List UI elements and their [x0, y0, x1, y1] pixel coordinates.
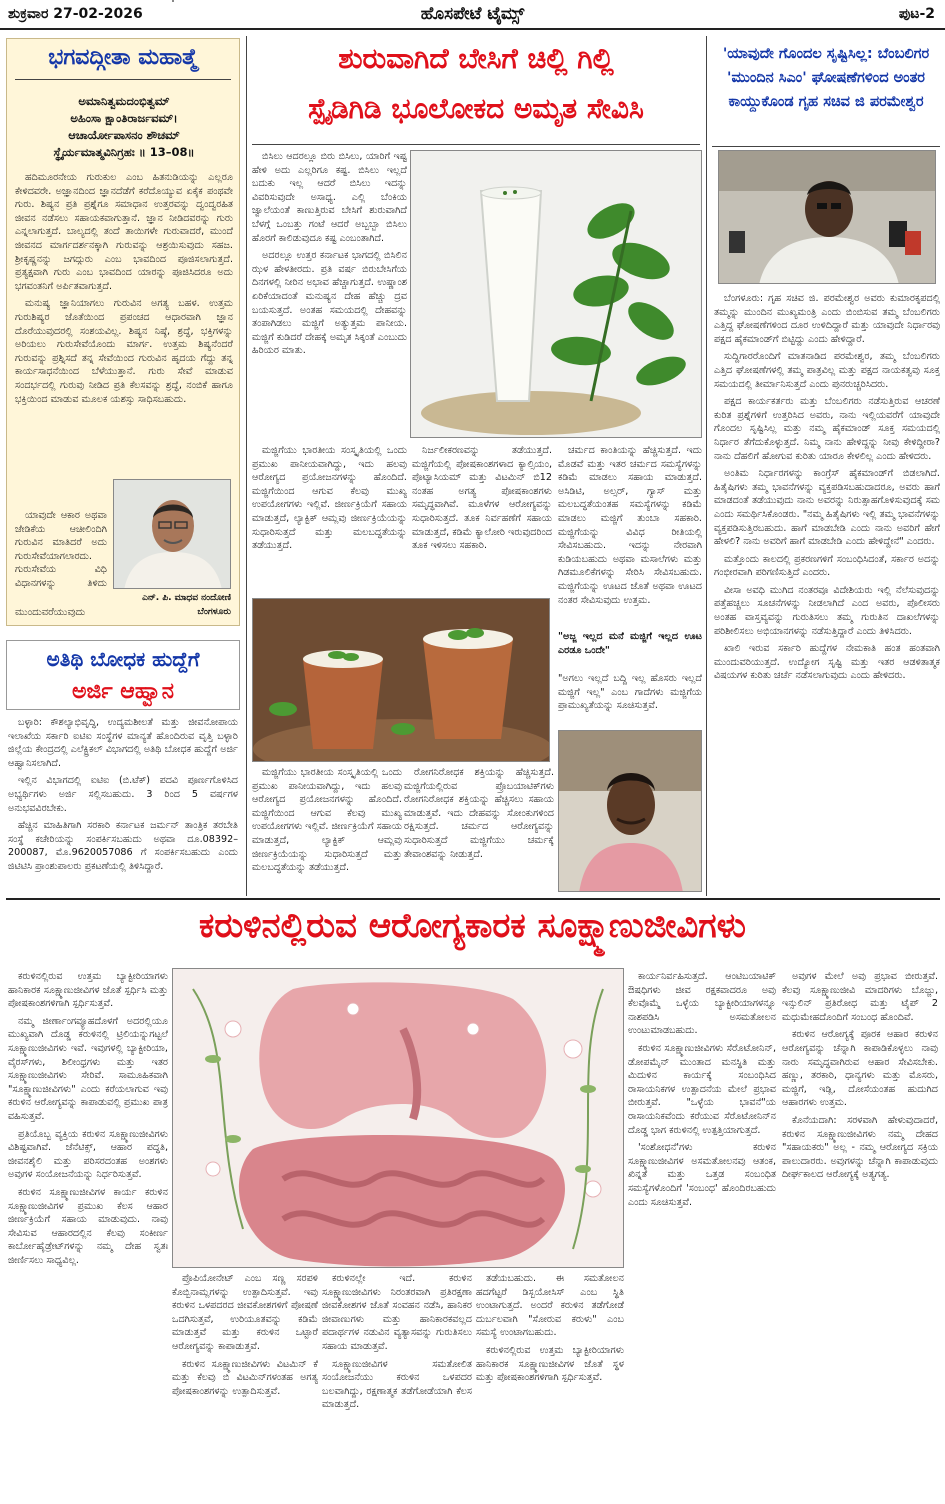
paragraph: ಚರ್ಮದ ಕಾಂತಿಯನ್ನು ಹೆಚ್ಚಿಸುತ್ತದೆ. ಇದು ಮೊಡವೆ ಮತ್ತು ಇತರ ಚರ್ಮದ ಸಮಸ್ಯೆಗಳನ್ನು ಕಡಿಮೆ ಮಾಡಲು ಸಹಾಯ ಮಾಡುತ್ತದೆ. ಅಸಿಡಿಟಿ, ಅಲ್ಸರ್, ಗ್ಯಾಸ್ ಮತ್ತು ಮಲಬದ್ಧತೆಯಂತಹ ಸಮಸ್ಯೆಗಳನ್ನು ಕಡಿಮೆ ಮಾಡಲು ಮಜ್ಜಿಗೆ ತುಂಬಾ ಸಹಕಾರಿ. ಮಜ್ಜಿಗೆಯನ್ನು ವಿವಿಧ ರೀತಿಯಲ್ಲಿ ಸೇವಿಸಬಹುದು. ಇದನ್ನು ನೇರವಾಗಿ ಕುಡಿಯಬಹುದು ಅಥವಾ ಮಸಾಲೆಗಳು ಮತ್ತು ಗಿಡಮೂಲಿಕೆಗಳನ್ನು ಸೇರಿಸಿ ಸೇವಿಸಬಹುದು. ಮಜ್ಜಿಗೆಯನ್ನು ಊಟದ ಜೊತೆ ಅಥವಾ ಊಟದ ನಂತರ ಸೇವಿಸುವುದು ಉತ್ತಮ.: [558, 445, 702, 606]
paragraph: ಬಿಸಿಲು ಆದರಲ್ಲೂ ಬಿರು ಬಿಸಿಲು, ಯಾರಿಗೆ ಇಷ್ಟ ಹೇಳಿ ಅದು ಎಲ್ಲರಿಗೂ ಕಷ್ಟ. ಬಿಸಿಲು ಇಲ್ಲದೆ ಬದುಕು ಇಲ್ಲ ಆದರೆ ಬಿಸಿಲು ಇದನ್ನು ವಿವರಿಸುವುದೇ ಅಸಾಧ್ಯ. ಎಲ್ಲಿ ಬೆಂಕಿಯ ಜ್ವಾಲೆಯಂತೆ ಕಾಣುತ್ತಿರುವ ಬೇಸಿಗೆ ಶುರುವಾಗಿದೆ ಬೆಳಗ್ಗೆ ಒಂಬತ್ತು ಗಂಟೆ ಆದರೆ ಅಬ್ಬಬ್ಬಾ ಬಿಸಿಲು ಹೊರಗೆ ಕಾಲಿಡುವುದೂ ಕಷ್ಟ ಎಂಬಂತಾಗಿದೆ.: [252, 151, 407, 244]
guest-heading-box: [6, 640, 240, 710]
paragraph: ಇಲ್ಲಿನ ವಿಭಾಗದಲ್ಲಿ ಐಟಿಐ (ಬಿ.ಟೆಕ್) ಪದವಿ ಪೂರ್ಣಗೊಳಿಸಿದ ಅಭ್ಯರ್ಥಿಗಳು ಅರ್ಜಿ ಸಲ್ಲಿಸಬಹುದು. 3 ರಿಂದ 5 ವರ್ಷಗಳ ಅನುಭವವಿರಬೇಕು.: [8, 775, 238, 814]
gita-shloka: [11, 93, 237, 161]
paragraph: ಕರುಳಿನ ಆರೋಗ್ಯಕ್ಕೆ ಪೂರಕ ಆಹಾರ ಕರುಳಿನ ಆರೋಗ್ಯವನ್ನು ಚೆನ್ನಾಗಿ ಕಾಪಾಡಿಕೊಳ್ಳಲು ನಾವು ನಾರು ಸಮೃದ್ಧವಾಗಿರುವ ಆಹಾರ ಸೇವಿಸಬೇಕು. ಹಣ್ಣು, ತರಕಾರಿ, ಧಾನ್ಯಗಳು ಮತ್ತು ಮೊಸರು, ಮಜ್ಜಿಗೆ, ಇಡ್ಲಿ, ದೋಸೆಯಂತಹ ಹುದುಗಿದ ಆಹಾರಗಳು ಉತ್ತಮ.: [782, 1029, 938, 1109]
buttermilk-glass-icon: [411, 151, 702, 438]
person-photo: [558, 730, 702, 892]
person-portrait-icon: [559, 731, 702, 892]
gita-box: [6, 38, 240, 626]
shloka-line: ಅಹಿಂಸಾ ಕ್ಷಾಂತಿರಾರ್ಜವಮ್।: [70, 111, 178, 125]
paragraph: ಸೂಕ್ಷ್ಮಾಣುಜೀವಿಗಳ ಸಮತೋಲಿತ ಸಂಯೋಜನೆಯು ಕರುಳಿನ ಒಳಪದರ ಬಲವಾಗಿದ್ದು, ರಕ್ಷಣಾತ್ಮಕ ತಡೆಗೋಡೆಯಾಗಿ ಕೆಲಸ ಮಾಡುತ್ತದೆ.: [322, 1358, 472, 1411]
paragraph: ಯಾವುದೇ ಆಕಾರ ಅಥವಾ ಜೇಡಿಕೆಯ ಆಚೀಲಿಂದಿಗಿ ಗುರುವಿನ ಮಾತಿದರೆ ಅದು ಗುರುಸೇವೆಯಾಗಲಾರದು. ಗುರುಸೇವೆಯ ವಿಧಿ ವಿಧಾನಗಳನ್ನು ತಿಳಿದು: [15, 510, 107, 589]
summer-heading-line1: ಶುರುವಾಗಿದೆ ಬೇಸಿಗೆ ಚಿಲ್ಲಿ ಗಿಲ್ಲಿ: [338, 42, 614, 75]
paragraph: ಬಳ್ಳಾರಿ: ಕೌಶಲ್ಯಾಭಿವೃದ್ಧಿ, ಉದ್ಯಮಶೀಲತೆ ಮತ್ತು ಜೀವನೋಪಾಯ ಇಲಾಖೆಯ ಸರ್ಕಾರಿ ಐಟಿಐ ಸಂಸ್ಥೆಗಳ ಮಾನ್ಯತೆ ಹೊಂದಿರುವ ವೃತ್ತಿ ಬಳ್ಳಾರಿ ಜಿಲ್ಲೆಯ ಕೇಂದ್ರದಲ್ಲಿ ಎಲೆಕ್ಟ್ರಿಕಲ್ ವಿಭಾಗದಲ್ಲಿ ಅತಿಥಿ ಬೋಧಕ ಹುದ್ದೆಗೆ ಅರ್ಜಿ ಆಹ್ವಾನಿಸಲಾಗಿದೆ.: [8, 717, 238, 769]
minister-photo: [718, 150, 936, 284]
divider: [712, 146, 940, 147]
summer-col2-bottom: [404, 766, 554, 892]
clay-cups-icon: [253, 599, 550, 762]
issue-date: ಶುಕ್ರವಾರ 27-02-2026: [8, 6, 143, 22]
paragraph: ಹೆಚ್ಚಿನ ಮಾಹಿತಿಗಾಗಿ ಸರಕಾರಿ ಕರ್ನಾಟಕ ಜರ್ಮನ್ ತಾಂತ್ರಿಕ ತರಬೇತಿ ಸಂಸ್ಥೆ ಕಚೇರಿಯನ್ನು ಸಂಪರ್ಕಿಸಬಹುದು ಅಥವಾ ದೂ.08392–200087, ಮೊ.9620057086 ಗೆ ಸಂಪರ್ಕಿಸಬಹುದು ಎಂದು ಜಿಟಿಟಿಸಿ ಪ್ರಾಂಶುಪಾಲರು ಪ್ರಕಟಣೆಯಲ್ಲಿ ತಿಳಿಸಿದ್ದಾರೆ.: [8, 820, 238, 872]
newspaper-title: ಹೊಸಪೇಟೆ ಟೈಮ್ಸ್: [420, 4, 525, 24]
summer-col2: [412, 444, 552, 594]
minister-body: [714, 292, 940, 896]
paragraph: ಮಜ್ಜಿಗೆಯು ಭಾರತೀಯ ಸಂಸ್ಕೃತಿಯಲ್ಲಿ ಒಂದು ಪ್ರಮುಖ ಪಾನೀಯವಾಗಿದ್ದು, ಇದು ಹಲವು ಆರೋಗ್ಯದ ಪ್ರಯೋಜನಗಳನ್ನು ಹೊಂದಿದೆ. ಮಜ್ಜಿಗೆಯಿಂದ ಆಗುವ ಕೆಲವು ಮುಖ್ಯ ಉಪಯೋಗಗಳು ಇಲ್ಲಿವೆ. ಜೀರ್ಣಕ್ರಿಯೆಗೆ ಸಹಾಯ ಮಾಡುತ್ತದೆ, ಲ್ಯಾಕ್ಟಿಕ್ ಆಮ್ಲವು ಜೀರ್ಣಕ್ರಿಯೆಯನ್ನು ಸುಧಾರಿಸುತ್ತದೆ ಮತ್ತು ಮಲಬದ್ಧತೆಯನ್ನು ತಡೆಯುತ್ತದೆ.: [252, 767, 402, 874]
divider: [252, 144, 700, 145]
paragraph: ಮನುಷ್ಯ ಜ್ಞಾನಿಯಾಗಲು ಗುರುವಿನ ಅಗತ್ಯ ಬಹಳ. ಉತ್ತಮ ಗುರುಶಿಷ್ಯರ ಜೊತೆಯಿಂದ ಪ್ರಪಂಚದ ಆಧಾರವಾಗಿ ಜ್ಞಾನ ದೊರೆಯುವುದರಲ್ಲಿ ಸಂಶಯವಿಲ್ಲ. ಶಿಷ್ಯನ ನಿಷ್ಠೆ, ಶ್ರದ್ಧೆ, ಭಕ್ತಿಗಳನ್ನು ಅರಿಯಲು ಗುರುಸೇವೆಯೊಂದು ಮಾರ್ಗ. ಉತ್ತಮ ಶಿಷ್ಯನೆಂದರೆ ಗುರುವನ್ನು ಪ್ರಶ್ನಿಸದೆ ತನ್ನ ಸೇವೆಯಿಂದ ಗುರುವಿನ ಹೃದಯ ಗೆದ್ದು ತನ್ನ ಕಾರ್ಯಸಾಧನೆಯಿಂದ ಬೆಳೆಯುತ್ತಾನೆ. ಗುರು ಸೇವೆ ಮಾಡುವ ಸಂದರ್ಭದಲ್ಲಿ ಗುರುವು ನೀಡಿದ ಪ್ರತಿ ಕೆಲಸವನ್ನು ಶ್ರದ್ಧೆ, ನಂಬಿಕೆ ಹಾಗೂ ಭಕ್ತಿಯಿಂದ ಮಾಡುವ ಮೂಲಕ ಯಶಸ್ಸು ಸಾಧಿಸಬಹುದು.: [15, 298, 233, 405]
summer-heading-line2: ಸ್ಪೈಡಿಗಿಡಿ ಭೂಲೋಕದ ಅಮೃತ ಸೇವಿಸಿ: [308, 92, 644, 125]
column-rule: [246, 36, 247, 896]
paragraph: ತಡೆಯಬಹುದು. ಈ ಸಮತೋಲನ ಹದಗೆಟ್ಟರೆ ಡಿಸ್ಬಯೋಸಿಸ್ ಎಂಬ ಸ್ಥಿತಿ ಉಂಟಾಗುತ್ತದೆ. ಅಂದರೆ ಕರುಳಿನ ತಡೆಗೋಡೆ ದುರ್ಬಲವಾಗಿ "ಸೋರುವ ಕರುಳು" ಎಂಬ ಸಮಸ್ಯೆ ಉಂಟಾಗಬಹುದು.: [476, 1273, 624, 1339]
column-rule: [706, 36, 707, 896]
gut-illustration: [172, 0, 174, 2]
paragraph: ಮತ್ತೊಂದು ಕಾಲದಲ್ಲಿ ಪ್ರಕರಣಗಳಿಗೆ ಸಂಬಂಧಿಸಿದಂತೆ, ಸರ್ಕಾರ ಅದನ್ನು ಗಂಭೀರವಾಗಿ ಪರಿಗಣಿಸುತ್ತಿದೆ ಎಂದರು.: [714, 553, 940, 579]
paragraph: ಕೊನೆಯದಾಗಿ: ಸರಳವಾಗಿ ಹೇಳುವುದಾದರೆ, ಕರುಳಿನ ಸೂಕ್ಷ್ಮಾಣುಜೀವಿಗಳು ನಮ್ಮ ದೇಹದ "ಸಹಾಯಕರು" ಅಲ್ಲ - ನಮ್ಮ ಆರೋಗ್ಯದ ಸಕ್ರಿಯ ಪಾಲುದಾರರು. ಅವುಗಳನ್ನು ಚೆನ್ನಾಗಿ ಕಾಪಾಡುವುದು ದೀರ್ಘಕಾಲದ ಆರೋಗ್ಯಕ್ಕೆ ಅತ್ಯಗತ್ಯ.: [782, 1114, 938, 1181]
paragraph: ರೋಗನಿರೋಧಕ ಶಕ್ತಿಯನ್ನು ಹೆಚ್ಚಿಸುತ್ತದೆ. ಮಜ್ಜಿಗೆಯಲ್ಲಿರುವ ಪ್ರೊಬಯಾಟಿಕ್‌ಗಳು ರೋಗನಿರೋಧಕ ಶಕ್ತಿಯನ್ನು ಹೆಚ್ಚಿಸಲು ಸಹಾಯ ಮಾಡುತ್ತವೆ. ಇದು ದೇಹವನ್ನು ಸೋಂಕುಗಳಿಂದ ರಕ್ಷಿಸುತ್ತದೆ. ಚರ್ಮದ ಆರೋಗ್ಯವನ್ನು ಸುಧಾರಿಸುತ್ತದೆ ಮಜ್ಜಿಗೆಯು ಚರ್ಮಕ್ಕೆ ತೇವಾಂಶವನ್ನು ನೀಡುತ್ತದೆ.: [404, 767, 554, 860]
divider: [15, 79, 231, 80]
guest-heading-line2: ಅರ್ಜಿ ಆಹ್ವಾನ: [71, 679, 175, 704]
author-photo: [113, 479, 231, 589]
microbes-lower-col3: [476, 1272, 624, 1500]
shloka-line: ಸ್ಥೈರ್ಯಮಾತ್ಮವಿನಿಗ್ರಹಃ ॥ 13–08॥: [53, 145, 195, 159]
summer-quote2: "ಅಗಲು ಇಲ್ಲದೆ ಬದ್ದಿ ಇಲ್ಲ ಹೊಸರು ಇಲ್ಲದೆ ಮಜ್ಜಿಗೆ ಇಲ್ಲ" ಎಂಬ ಗಾದೆಗಳು ಮಜ್ಜಿಗೆಯ ಪ್ರಾಮುಖ್ಯತೆಯನ್ನು ಸೂಚಿಸುತ್ತವೆ.: [558, 673, 702, 712]
summer-col1: [252, 150, 407, 440]
minister-press-icon: [719, 151, 936, 284]
paragraph: ಕರುಳಿನಲ್ಲಿರುವ ಉತ್ತಮ ಬ್ಯಾಕ್ಟೀರಿಯಾಗಳು ಹಾನಿಕಾರಕ ಸೂಕ್ಷ್ಮಾಣುಜೀವಿಗಳ ಜೊತೆ ಸ್ಪರ್ಧಿಸಿ ಮತ್ತು ಪೋಷಕಾಂಶಗಳಿಗಾಗಿ ಸ್ಪರ್ಧಿಸುತ್ತವೆ.: [8, 971, 168, 1010]
intestine-icon: [173, 969, 624, 1268]
shloka-line: ಆಚಾರ್ಯೋಪಾಸನಂ ಶೌಚಮ್: [68, 128, 180, 142]
buttermilk-cups-photo: [252, 598, 550, 762]
paragraph: ಕರುಳಿನ ಸೂಕ್ಷ್ಮಾಣುಜೀವಿಗಳ ಕಾರ್ಯ ಕರುಳಿನ ಸೂಕ್ಷ್ಮಾಣುಜೀವಿಗಳ ಪ್ರಮುಖ ಕೆಲಸ ಆಹಾರ ಜೀರ್ಣಕ್ರಿಯೆಗೆ ಸಹಾಯ ಮಾಡುವುದು. ನಾವು ಸೇವಿಸುವ ಆಹಾರದಲ್ಲಿನ ಕೆಲವು ಸಂಕೀರ್ಣ ಕಾರ್ಬೋಹೈಡ್ರೇಟ್‌ಗಳನ್ನು ನಮ್ಮ ದೇಹ ಸ್ವತಃ ಜೀರ್ಣಿಸಲು ಸಾಧ್ಯವಿಲ್ಲ.: [8, 1186, 168, 1266]
paragraph: ಕರುಳಿನ ಸೂಕ್ಷ್ಮಾಣುಜೀವಿಗಳು ಸೆರೊಟೋನಿನ್, ಡೋಪಮೈನ್ ಮುಂತಾದ ಮನಸ್ಥಿತಿ ಮತ್ತು ಮಿದುಳಿನ ಕಾರ್ಯಕ್ಕೆ ಸಂಬಂಧಿಸಿದ ರಾಸಾಯನಿಕಗಳ ಉತ್ಪಾದನೆಯ ಮೇಲೆ ಪ್ರಭಾವ ಬೀರುತ್ತವೆ. "ಒಳ್ಳೆಯ ಭಾವನೆ"ಯ ರಾಸಾಯನಿಕವೆಂದು ಕರೆಯುವ ಸೆರೊಟೋನಿನ್‌ನ ದೊಡ್ಡ ಭಾಗ ಕರುಳಿನಲ್ಲಿ ಉತ್ಪತ್ತಿಯಾಗುತ್ತದೆ.: [628, 1042, 776, 1136]
author-place: ಬೆಂಗಳೂರು: [197, 607, 231, 617]
microbes-col1: [8, 970, 168, 1500]
paragraph: ಕರುಳಿನ ಸೂಕ್ಷ್ಮಾಣುಜೀವಿಗಳು ವಿಟಮಿನ್ ಕೆ ಮತ್ತು ಕೆಲವು ಬಿ ವಿಟಮಿನ್‌ಗಳಂತಹ ಅಗತ್ಯ ಪೋಷಕಾಂಶಗಳನ್ನು ಉತ್ಪಾದಿಸುತ್ತವೆ.: [172, 1358, 318, 1397]
summer-col3: [558, 444, 702, 624]
paragraph: ಪ್ರತಿಯೊಬ್ಬ ವ್ಯಕ್ತಿಯ ಕರುಳಿನ ಸೂಕ್ಷ್ಮಾಣುಜೀವಿಗಳು ವಿಶಿಷ್ಟವಾಗಿವೆ. ಜೆನೆಟಿಕ್ಸ್, ಆಹಾರ ಪದ್ಧತಿ, ಜೀವನಶೈಲಿ ಮತ್ತು ಪರಿಸರದಂತಹ ಅಂಶಗಳು ಅವುಗಳ ಸಂಯೋಜನೆಯನ್ನು ನಿರ್ಧರಿಸುತ್ತವೆ.: [8, 1128, 168, 1181]
guest-body: [8, 716, 238, 892]
paragraph: ಪ್ರೊಪಿಯೋನೇಟ್ ಎಂಬ ಸಣ್ಣ ಸರಪಳಿ ಕೊಬ್ಬಿನಾಮ್ಲಗಳನ್ನು ಉತ್ಪಾದಿಸುತ್ತವೆ. ಇವು ಕರುಳಿನ ಒಳಪದರದ ಜೀವಕೋಶಗಳಿಗೆ ಪೋಷಣೆ ಒದಗಿಸುತ್ತವೆ, ಉರಿಯೂತವನ್ನು ಕಡಿಮೆ ಮಾಡುತ್ತವೆ ಮತ್ತು ಕರುಳಿನ ಒಟ್ಟಾರೆ ಆರೋಗ್ಯವನ್ನು ಕಾಪಾಡುತ್ತವೆ.: [172, 1273, 318, 1352]
microbes-lower-col2: [322, 1272, 472, 1500]
author-name: ಎನ್. ಪಿ. ಮಾಧವ ನಂದೋಣಿ: [142, 593, 231, 603]
buttermilk-glass-photo: [410, 150, 702, 438]
paragraph: ಹದಿಮೂರನೇಯ ಗುರುಕುಲ ಎಂಬ ಹಿತನುಡಿಯನ್ನು ಎಲ್ಲರೂ ಕೇಳಿದವರೇ. ಅಜ್ಞಾನದಿಂದ ಜ್ಞಾನದೆಡೆಗೆ ಕರೆದೊಯ್ಯುವ ಏಕೈಕ ಪಂಥವೇ ಗುರು. ಶಿಷ್ಯನ ಪ್ರತಿ ಪ್ರಶ್ನೆಗೂ ಸಮಾಧಾನ ಉತ್ತರವನ್ನು ದ್ವಂದ್ವರಹಿತ ಜೀವನ ನಡೆಸಲು ಸಹಾಯಕವಾಗುತ್ತಾನೆ. ಜ್ಞಾನ ನೀಡಿದವರನ್ನು ಗುರು ಎನ್ನಲಾಗುತ್ತದೆ. ಬಾಲ್ಯದಲ್ಲಿ ತಂದೆ ತಾಯಿಗಳೇ ಗುರುವಾದರೆ, ಮುಂದೆ ಜೀವನದ ಮಾರ್ಗದರ್ಶನಕ್ಕಾಗಿ ಗುರುವನ್ನು ಆಶ್ರಯಿಸುವುದು ಸಹಜ. ಶ್ರೀಕೃಷ್ಣನನ್ನು ಜಗದ್ಗುರು ಎಂಬ ಭಾವದಿಂದ ಪೂಜಿಸಲಾಗುತ್ತದೆ. ಪ್ರತ್ಯಕ್ಷವಾಗಿ ಗುರು ಎಂಬ ಭಾವದಿಂದ ಯಾರನ್ನು ಪೂಜಿಸಿದರೂ ಅದು ಭಗವಂತನಿಗೆ ಅರ್ಪಿತವಾಗುತ್ತದೆ.: [15, 172, 233, 292]
masthead: [0, 0, 945, 30]
author-portrait-icon: [114, 480, 231, 589]
paragraph: ವೀಸಾ ಅವಧಿ ಮುಗಿದ ನಂತರವೂ ವಿದೇಶಿಯರು ಇಲ್ಲಿ ನೆಲೆಸುವುದನ್ನು ಪತ್ತೆಹಚ್ಚಲು ಸೂಚನೆಗಳನ್ನು ನೀಡಲಾಗಿದೆ ಎಂದ ಅವರು, ಪೊಲೀಸರು ಅಂತಹ ವಾಸ್ತವ್ಯವನ್ನು ಗುರುತಿಸಲು ತಮ್ಮ ಗುರುತಿನ ದಾಖಲೆಗಳನ್ನು ಪರಿಶೀಲಿಸಲು ಅಭಿಯಾನಗಳನ್ನು ನಡೆಸುತ್ತಿದ್ದಾರೆ ಎಂದು ತಿಳಿಸಿದರು.: [714, 584, 940, 637]
microbes-lower-col1: [172, 1272, 318, 1500]
microbes-col2: [628, 970, 776, 1500]
summer-col1-lower: [252, 444, 407, 594]
summer-col1-bottom: [252, 766, 402, 892]
guest-heading-line1: ಅತಿಥಿ ಬೋಧಕ ಹುದ್ದೆಗೆ: [46, 647, 200, 671]
section-divider: [6, 898, 940, 900]
page-number: ಪುಟ-2: [898, 6, 935, 22]
continued-note: ಮುಂದುವರೆಯುವುದು: [15, 607, 86, 618]
paragraph: ಕರುಳಿನಲ್ಲಿರುವ ಉತ್ತಮ ಬ್ಯಾಕ್ಟೀರಿಯಾಗಳು ಹಾನಿಕಾರಕ ಸೂಕ್ಷ್ಮಾಣುಜೀವಿಗಳ ಜೊತೆ ಸ್ಥಳ ಮತ್ತು ಪೋಷಕಾಂಶಗಳಿಗಾಗಿ ಸ್ಪರ್ಧಿಸುತ್ತವೆ.: [476, 1344, 624, 1384]
paragraph: ನಿರ್ಜಲೀಕರಣವನ್ನು ತಡೆಯುತ್ತದೆ. ಮಜ್ಜಿಗೆಯಲ್ಲಿ ಪೋಷಕಾಂಶಗಳಾದ ಕ್ಯಾಲ್ಸಿಯಂ, ಪೊಟ್ಯಾಸಿಯಮ್ ಮತ್ತು ವಿಟಮಿನ್ ಬಿ12 ನಂತಹ ಅಗತ್ಯ ಪೋಷಕಾಂಶಗಳು ಸಮೃದ್ಧವಾಗಿವೆ. ಮೂಳೆಗಳ ಆರೋಗ್ಯವನ್ನು ಸುಧಾರಿಸುತ್ತದೆ. ತೂಕ ನಿರ್ವಹಣೆಗೆ ಸಹಾಯ ಮಾಡುತ್ತದೆ, ಕಡಿಮೆ ಕ್ಯಾಲೋರಿ ಇರುವುದರಿಂದ ತೂಕ ಇಳಿಸಲು ಸಹಕಾರಿ.: [412, 445, 552, 552]
gita-body: [15, 171, 233, 501]
paragraph: ಬೆಂಗಳೂರು: ಗೃಹ ಸಚಿವ ಜಿ. ಪರಮೇಶ್ವರ ಅವರು ಕುಮಾರಕೃಪದಲ್ಲಿ ತಮ್ಮನ್ನು ಮುಂದಿನ ಮುಖ್ಯಮಂತ್ರಿ ಎಂದು ಬಿಂಬಿಸುವ ತಮ್ಮ ಬೆಂಬಲಿಗರು ಎತ್ತಿದ್ದ ಘೋಷಣೆಗಳಿಂದ ದೂರ ಉಳಿದಿದ್ದಾರೆ ಮತ್ತು ಯಾವುದೇ ನಿರ್ಧಾರವು ಪಕ್ಷದ ಹೈಕಮಾಂಡ್‌ಗೆ ಬಿಟ್ಟಿದ್ದು ಎಂದು ಹೇಳಿದ್ದಾರೆ.: [714, 293, 940, 345]
paragraph: ಖಾಲಿ ಇರುವ ಸರ್ಕಾರಿ ಹುದ್ದೆಗಳ ನೇಮಕಾತಿ ಹಂತ ಹಂತವಾಗಿ ಮುಂದುವರಿಯುತ್ತದೆ. ಉದ್ಯೋಗ ಸೃಷ್ಟಿ ಮತ್ತು ಇತರ ಆಡಳಿತಾತ್ಮಕ ವಿಷಯಗಳ ಕುರಿತು ಚರ್ಚೆ ನಡೆಸಲಾಗುವುದು ಎಂದು ಹೇಳಿದರು.: [714, 643, 940, 682]
paragraph: ಸುದ್ದಿಗಾರರೊಂದಿಗೆ ಮಾತನಾಡಿದ ಪರಮೇಶ್ವರ, ತಮ್ಮ ಬೆಂಬಲಿಗರು ಎತ್ತಿದ ಘೋಷಣೆಗಳಲ್ಲಿ ತಮ್ಮ ಪಾತ್ರವಿಲ್ಲ ಮತ್ತು ಪಕ್ಷದ ನಾಯಕತ್ವವು ಸೂಕ್ತ ಸಮಯದಲ್ಲಿ ತೀರ್ಮಾನಿಸುತ್ತದೆ ಎಂದು ಪುನರುಚ್ಚರಿಸಿದರು.: [714, 351, 940, 390]
paragraph: ಕಾರ್ಯನಿರ್ವಹಿಸುತ್ತದೆ. ಆಂಟಿಬಯಾಟಿಕ್ ಔಷಧಿಗಳು ಜೀವ ರಕ್ಷಕವಾದರೂ ಅವು ಕೆಲವೊಮ್ಮೆ ಒಳ್ಳೆಯ ಬ್ಯಾಕ್ಟೀರಿಯಾಗಳನ್ನೂ ನಾಶಪಡಿಸಿ ಅಸಮತೋಲನ ಉಂಟುಮಾಡಬಹುದು.: [628, 971, 776, 1037]
paragraph: ಕರುಳಿನಲ್ಲೇ ಇದೆ. ಕರುಳಿನ ಸೂಕ್ಷ್ಮಾಣುಜೀವಿಗಳು ನಿರಂತರವಾಗಿ ಪ್ರತಿರಕ್ಷಣಾ ಜೀವಕೋಶಗಳ ಜೊತೆ ಸಂವಹನ ನಡೆಸಿ, ಹಾನಿಕರ ಜೀವಾಣುಗಳು ಮತ್ತು ಹಾನಿಕಾರಕವಲ್ಲದ ಪದಾರ್ಥಗಳ ನಡುವಿನ ವ್ಯತ್ಯಾಸವನ್ನು ಗುರುತಿಸಲು ಸಹಾಯ ಮಾಡುತ್ತವೆ.: [322, 1273, 472, 1352]
paragraph: ಅದರಲ್ಲೂ ಉತ್ತರ ಕರ್ನಾಟಕ ಭಾಗದಲ್ಲಿ ಬಿಸಿಲಿನ ಝಳ ಹೇಳತೀರದು. ಪ್ರತಿ ವರ್ಷ ಬಿರುಬೇಸಿಗೆಯ ದಿನಗಳಲ್ಲಿ ನೀರಿನ ಅಭಾವ ಹೆಚ್ಚಾಗುತ್ತದೆ. ಉಷ್ಣಾಂಶ ಏರಿಕೆಯಾದಂತೆ ಮನುಷ್ಯನ ದೇಹ ಹೆಚ್ಚು ದ್ರವ ಬಯಸುತ್ತದೆ. ಅಂತಹ ಸಮಯದಲ್ಲಿ ದೇಹವನ್ನು ತಂಪಾಗಿಡಲು ಮಜ್ಜಿಗೆ ಅತ್ಯುತ್ತಮ ಪಾನೀಯ. ಮಜ್ಜಿಗೆ ಕುಡಿದರೆ ದೇಹಕ್ಕೆ ಅಮೃತ ಸಿಕ್ಕಂತೆ ಎಂಬುದು ಹಿರಿಯರ ಮಾತು.: [252, 250, 407, 357]
shloka-line: ಅಮಾನಿತ್ವಮದಂಭಿತ್ವಮ್: [78, 94, 170, 108]
paragraph: ಮಜ್ಜಿಗೆಯು ಭಾರತೀಯ ಸಂಸ್ಕೃತಿಯಲ್ಲಿ ಒಂದು ಪ್ರಮುಖ ಪಾನೀಯವಾಗಿದ್ದು, ಇದು ಹಲವು ಆರೋಗ್ಯದ ಪ್ರಯೋಜನಗಳನ್ನು ಹೊಂದಿದೆ. ಮಜ್ಜಿಗೆಯಿಂದ ಆಗುವ ಕೆಲವು ಮುಖ್ಯ ಉಪಯೋಗಗಳು ಇಲ್ಲಿವೆ. ಜೀರ್ಣಕ್ರಿಯೆಗೆ ಸಹಾಯ ಮಾಡುತ್ತದೆ, ಲ್ಯಾಕ್ಟಿಕ್ ಆಮ್ಲವು ಜೀರ್ಣಕ್ರಿಯೆಯನ್ನು ಸುಧಾರಿಸುತ್ತದೆ ಮತ್ತು ಮಲಬದ್ಧತೆಯನ್ನು ತಡೆಯುತ್ತದೆ.: [252, 445, 407, 552]
gita-body-cont: [15, 509, 107, 593]
paragraph: ಅವುಗಳ ಮೇಲೆ ಅವು ಪ್ರಭಾವ ಬೀರುತ್ತವೆ. ಕೆಲವು ಸೂಕ್ಷ್ಮಾಣುಜೀವಿ ಮಾದರಿಗಳು ಬೊಜ್ಜು, ಇನ್ಸುಲಿನ್ ಪ್ರತಿರೋಧ ಮತ್ತು ಟೈಪ್ 2 ಮಧುಮೇಹದೊಂದಿಗೆ ಸಂಬಂಧ ಹೊಂದಿವೆ.: [782, 971, 938, 1023]
gita-heading: ಭಗವದ್ಗೀತಾ ಮಹಾತ್ಮೆ: [48, 45, 198, 70]
paragraph: ಅಂತಿಮ ನಿರ್ಧಾರಗಳನ್ನು ಕಾಂಗ್ರೆಸ್ ಹೈಕಮಾಂಡ್‌ಗೆ ಬಿಡಲಾಗಿದೆ. ಹಿತೈಷಿಗಳು ತಮ್ಮ ಭಾವನೆಗಳನ್ನು ವ್ಯಕ್ತಪಡಿಸಬಹುದಾದರೂ, ಅವರು ಹಾಗೆ ಮಾಡದಂತೆ ತಡೆಯುವುದು ನಾನು ಅವರನ್ನು ನಿರುತ್ಸಾಹಗೊಳಿಸುವುದಕ್ಕೆ ಸಮ ಎಂದು ಸಮರ್ಥಿಸಿಕೊಂಡರು. "ನಮ್ಮ ಹಿತೈಷಿಗಳು ಇಲ್ಲಿ ತಮ್ಮ ಭಾವನೆಗಳನ್ನು ವ್ಯಕ್ತಪಡಿಸುತ್ತಿರಬಹುದು. ಹಾಗೆ ಮಾಡಬೇಡಿ ಎಂದು ನಾನು ಅವರಿಗೆ ಹೇಗೆ ಹೇಳಲಿ? ನಾನು ಅವರಿಗೆ ಹಾಗೆ ಮಾಡಬೇಡಿ ಎಂದು ಹೇಳಿದ್ದೇನೆ" ಎಂದರು.: [714, 468, 940, 548]
microbes-heading: ಕರುಳಿನಲ್ಲಿರುವ ಆರೋಗ್ಯಕಾರಕ ಸೂಕ್ಷ್ಮಾಣುಜೀವಿಗಳು: [199, 906, 746, 946]
paragraph: ಪಕ್ಷದ ಕಾರ್ಯಕರ್ತರು ಮತ್ತು ಬೆಂಬಲಿಗರು ನಡೆಸುತ್ತಿರುವ ಆಚರಣೆ ಕುರಿತ ಪ್ರಶ್ನೆಗಳಿಗೆ ಉತ್ತರಿಸಿದ ಅವರು, ನಾನು ಇಲ್ಲಿಯವರೆಗೆ ಯಾವುದೇ ಗೊಂದಲ ಸೃಷ್ಟಿಸಿಲ್ಲ ಮತ್ತು ನಮ್ಮ ಹೈಕಮಾಂಡ್ ಸೂಕ್ತ ಸಮಯದಲ್ಲಿ ನಿರ್ಧಾರ ತೆಗೆದುಕೊಳ್ಳುತ್ತದೆ. ನಿಮ್ಮ ನಾನು ಹೇಳಿದ್ದನ್ನು ನೀವು ಕೇಳಿದ್ದೀರಾ? ನಾನು ದೆಹಲಿಗೆ ಹೋಗುವ ಕುರಿತು ಯಾರೂ ಕೇಳಲಿಲ್ಲ ಎಂದು ಹೇಳಿದರು.: [714, 396, 940, 462]
microbes-col3: [782, 970, 938, 1500]
summer-quote1: "ಅಜ್ಜ ಇಲ್ಲದ ಮನೆ ಮಜ್ಜಿಗೆ ಇಲ್ಲದ ಊಟ ಎರಡೂ ಒಂದೇ": [558, 631, 702, 656]
minister-heading: 'ಯಾವುದೇ ಗೊಂದಲ ಸೃಷ್ಟಿಸಿಲ್ಲ: ಬೆಂಬಲಿಗರ 'ಮುಂದಿನ ಸಿಎಂ' ಘೋಷಣೆಗಳಿಂದ ಅಂತರ ಕಾಯ್ದುಕೊಂಡ ಗೃಹ ಸಚಿವ ಜಿ ಪರಮೇಶ್ವರ: [722, 46, 930, 110]
paragraph: ನಮ್ಮ ಜೀರ್ಣಾಂಗವ್ಯೂಹದೊಳಗೆ ಅದರಲ್ಲಿಯೂ ಮುಖ್ಯವಾಗಿ ದೊಡ್ಡ ಕರುಳಿನಲ್ಲಿ ಟ್ರಿಲಿಯನ್ನುಗಟ್ಟಲೆ ಸೂಕ್ಷ್ಮಾಣುಜೀವಿಗಳು ಇವೆ. ಇವುಗಳಲ್ಲಿ ಬ್ಯಾಕ್ಟೀರಿಯಾ, ವೈರಸ್‌ಗಳು, ಶಿಲೀಂಧ್ರಗಳು ಮತ್ತು ಇತರ ಸೂಕ್ಷ್ಮಾಣುಜೀವಿಗಳು ಸೇರಿವೆ. ಸಾಮೂಹಿಕವಾಗಿ "ಸೂಕ್ಷ್ಮಾಣುಜೀವಿಗಳು" ಎಂದು ಕರೆಯಲಾಗುವ ಇವು ಕರುಳಿನ ಆರೋಗ್ಯವನ್ನು ಕಾಪಾಡುವಲ್ಲಿ ಪ್ರಮುಖ ಪಾತ್ರ ವಹಿಸುತ್ತವೆ.: [8, 1015, 168, 1122]
gut-image: [172, 968, 624, 1268]
paragraph: 'ಸಂಶೋಧನೆ'ಗಳು ಕರುಳಿನ ಸೂಕ್ಷ್ಮಾಣುಜೀವಿಗಳ ಅಸಮತೋಲನವು ಆತಂಕ, ಖಿನ್ನತೆ ಮತ್ತು ಒತ್ತಡ ಸಂಬಂಧಿತ ಸಮಸ್ಯೆಗಳೊಂದಿಗೆ 'ಸಂಬಂಧ' ಹೊಂದಿರಬಹುದು ಎಂದು ಸೂಚಿಸುತ್ತವೆ.: [628, 1142, 776, 1208]
